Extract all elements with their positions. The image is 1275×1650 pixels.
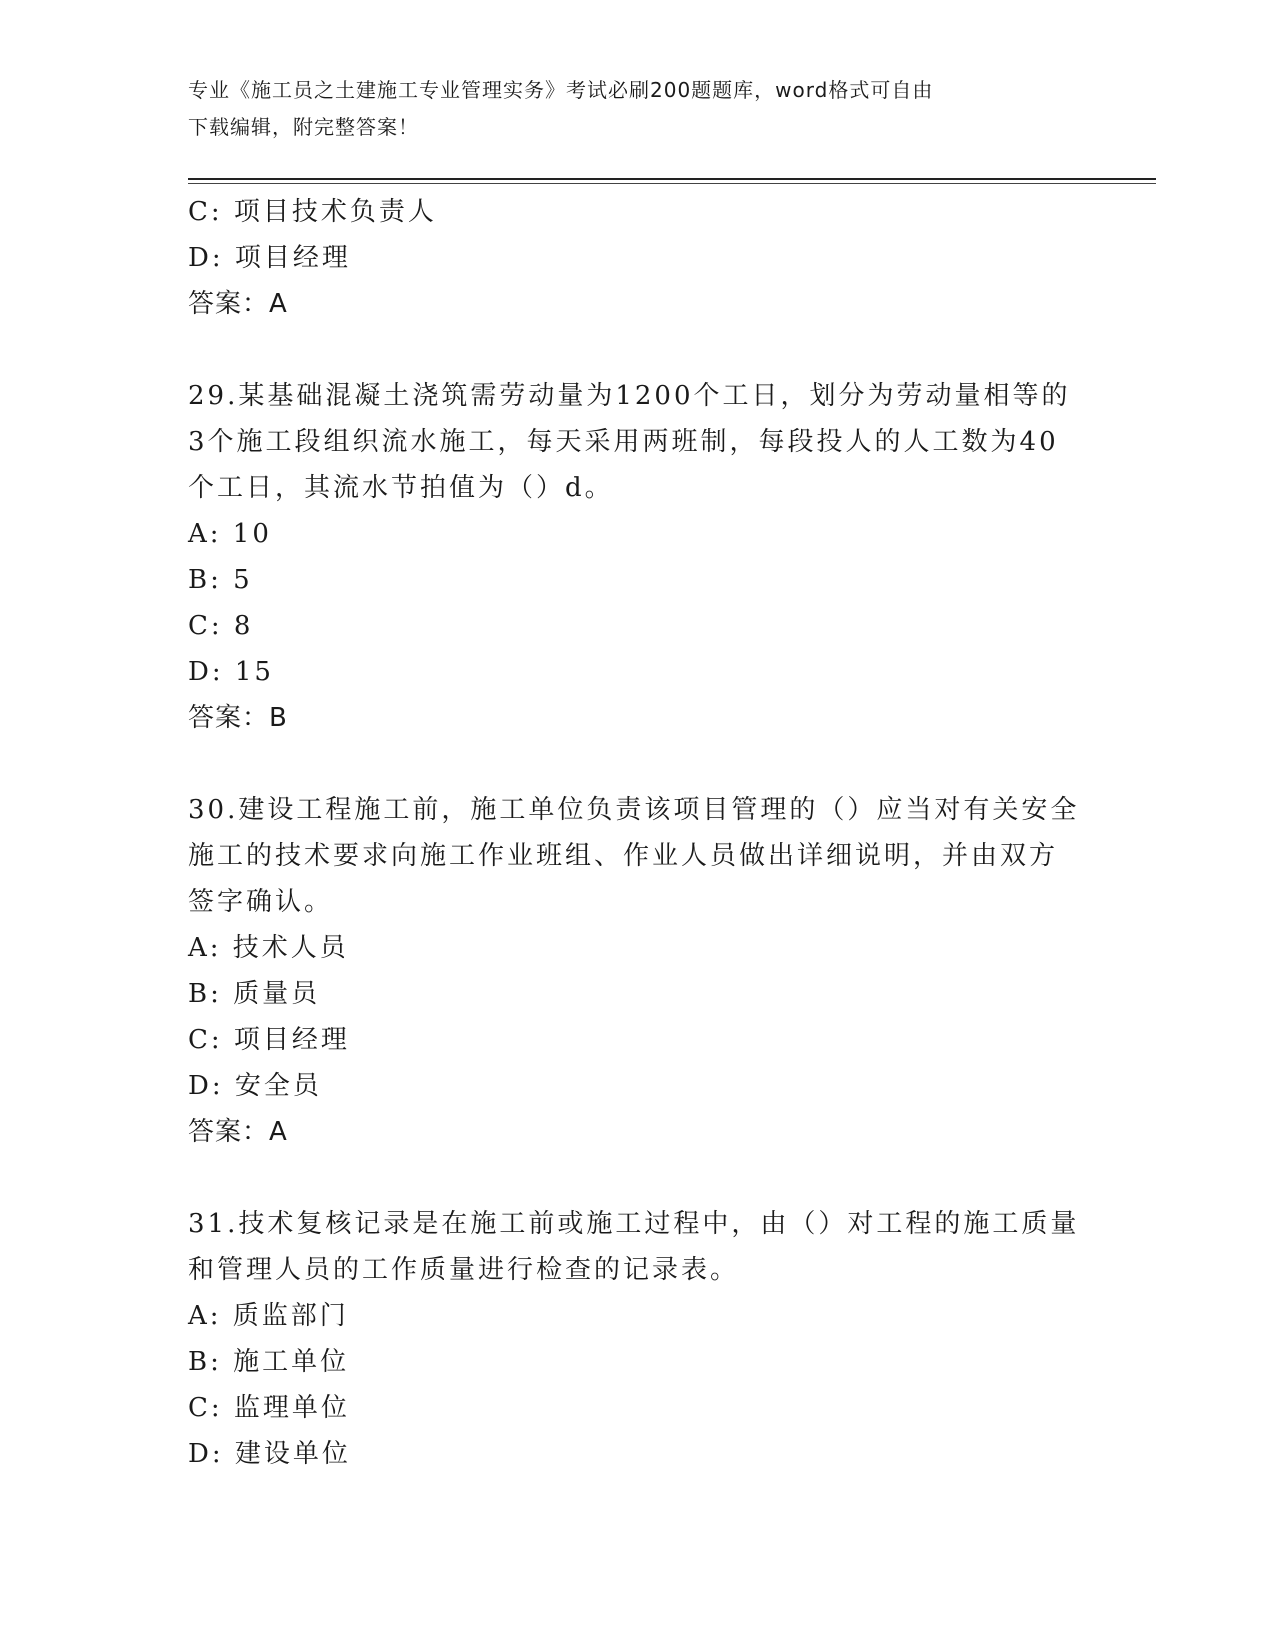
- question-text: 签字确认。: [188, 887, 334, 917]
- question-text: 29.某基础混凝土浇筑需劳动量为1200个工日，划分为劳动量相等的: [188, 381, 1071, 411]
- header-divider-thick: [188, 178, 1156, 180]
- option-a: A: 质监部门: [188, 1301, 349, 1331]
- option-a: A: 10: [188, 519, 272, 549]
- header-line-1: 专业《施工员之土建施工专业管理实务》考试必刷200题题库，word格式可自由: [188, 78, 934, 102]
- document-header: [188, 72, 1088, 146]
- question-text: 个工日，其流水节拍值为（）d。: [188, 473, 614, 503]
- question-text: 和管理人员的工作质量进行检查的记录表。: [188, 1255, 740, 1285]
- question-text: 3个施工段组织流水施工，每天采用两班制，每段投人的人工数为40: [188, 427, 1059, 457]
- document-body: [188, 189, 1088, 1477]
- option-b: B: 5: [188, 565, 253, 595]
- option-d: D: 15: [188, 657, 274, 687]
- question-31: [188, 1201, 1088, 1477]
- option-a: A: 技术人员: [188, 933, 349, 963]
- spacer: [188, 741, 1088, 787]
- answer: 答案：A: [188, 1117, 288, 1147]
- question-28-tail: [188, 189, 1088, 327]
- spacer: [188, 1155, 1088, 1201]
- option-d: D: 项目经理: [188, 243, 351, 273]
- option-c: C: 项目技术负责人: [188, 197, 437, 227]
- option-c: C: 监理单位: [188, 1393, 350, 1423]
- option-d: D: 安全员: [188, 1071, 322, 1101]
- header-divider-thin: [188, 183, 1156, 184]
- option-d: D: 建设单位: [188, 1439, 351, 1469]
- question-text: 31.技术复核记录是在施工前或施工过程中，由（）对工程的施工质量: [188, 1209, 1080, 1239]
- option-c: C: 8: [188, 611, 254, 641]
- question-text: 30.建设工程施工前，施工单位负责该项目管理的（）应当对有关安全: [188, 795, 1080, 825]
- question-29: [188, 373, 1088, 741]
- option-b: B: 施工单位: [188, 1347, 350, 1377]
- header-line-2: 下载编辑，附完整答案！: [188, 115, 419, 139]
- question-30: [188, 787, 1088, 1155]
- answer: 答案：A: [188, 289, 288, 319]
- option-c: C: 项目经理: [188, 1025, 350, 1055]
- question-text: 施工的技术要求向施工作业班组、作业人员做出详细说明，并由双方: [188, 841, 1059, 871]
- answer: 答案：B: [188, 703, 288, 733]
- option-b: B: 质量员: [188, 979, 321, 1009]
- spacer: [188, 327, 1088, 373]
